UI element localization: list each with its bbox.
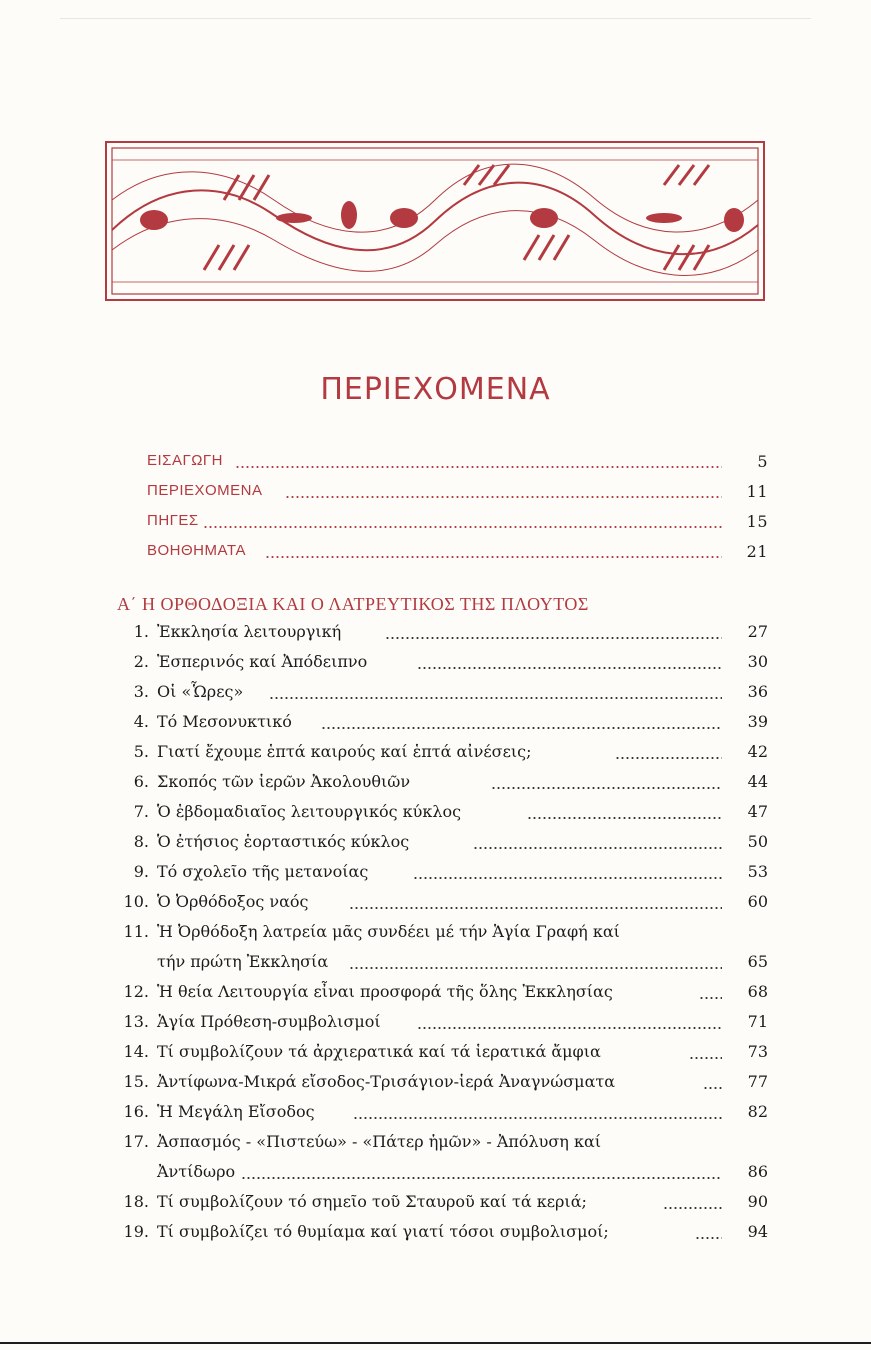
intro-entry-label: ΒΟΗΘΗΜΑΤΑ — [147, 542, 246, 559]
page-number: 60 — [747, 892, 768, 911]
entry-title: Ἐκκλησία λειτουργική — [157, 622, 342, 641]
dot-leader — [417, 1026, 722, 1030]
dot-leader — [689, 1056, 722, 1060]
toc-entry[interactable] — [117, 862, 768, 890]
intro-entry-label: ΠΕΡΙΕΧΟΜΕΝΑ — [147, 482, 263, 499]
entry-title: Τό Μεσονυκτικό — [157, 712, 292, 731]
entry-title: Ὁ ἐτήσιος ἑορταστικός κύκλος — [157, 832, 410, 851]
page-number: 15 — [746, 512, 768, 531]
page-number: 44 — [747, 772, 768, 791]
dot-leader — [695, 1236, 722, 1240]
entry-title: Ἁγία Πρόθεση-συμβολισμοί — [157, 1012, 381, 1031]
entry-number: 7. — [133, 802, 149, 821]
entry-title: Ἑσπερινός καί Ἀπόδειπνο — [157, 652, 368, 671]
entry-title: Ἡ Μεγάλη Εἴσοδος — [157, 1102, 315, 1121]
toc-entry[interactable] — [117, 1042, 768, 1070]
section-heading: Α΄ Η ΟΡΘΟΔΟΞΙΑ ΚΑΙ Ο ΛΑΤΡΕΥΤΙΚΟΣ ΤΗΣ ΠΛΟΥΤΟΣ — [117, 594, 589, 614]
page-number: 65 — [747, 952, 768, 971]
dot-leader — [699, 996, 722, 1000]
page-number: 27 — [747, 622, 768, 641]
entry-number: 8. — [133, 832, 149, 851]
entry-number: 14. — [123, 1042, 149, 1061]
entry-title: Ἡ θεία Λειτουργία εἶναι προσφορά τῆς ὅλης Ἐκκλησίας — [157, 982, 613, 1001]
page-number: 30 — [747, 652, 768, 671]
dot-leader — [417, 666, 722, 670]
toc-entry[interactable] — [117, 1102, 768, 1130]
page-number: 47 — [747, 802, 768, 821]
dot-leader — [269, 696, 722, 700]
entry-title: Ἡ Ὀρθόδοξη λατρεία μᾶς συνδέει μέ τήν Ἁγία Γραφή καί — [157, 922, 620, 941]
entry-title: Ὁ ἑβδομαδιαῖος λειτουργικός κύκλος — [157, 802, 462, 821]
toc-entry[interactable] — [117, 742, 768, 770]
page-number: 77 — [747, 1072, 768, 1091]
toc-entry[interactable] — [117, 982, 768, 1010]
entry-title: Τί συμβολίζει τό θυμίαμα καί γιατί τόσοι συμβολισμοί; — [157, 1222, 609, 1241]
entry-number: 1. — [133, 622, 149, 641]
entry-number: 5. — [133, 742, 149, 761]
page-number: 90 — [747, 1192, 768, 1211]
entry-number: 13. — [123, 1012, 149, 1031]
page-number: 39 — [747, 712, 768, 731]
entry-title: Ἀντίφωνα-Μικρά εἴσοδος-Τρισάγιον-ἱερά Ἀναγνώσματα — [157, 1072, 616, 1091]
toc-entry[interactable] — [117, 622, 768, 650]
toc-entry[interactable] — [117, 1192, 768, 1220]
entry-number: 15. — [123, 1072, 149, 1091]
dot-leader — [663, 1206, 722, 1210]
toc-entry[interactable] — [117, 1222, 768, 1250]
toc-entry[interactable] — [117, 1132, 768, 1190]
page-number: 53 — [747, 862, 768, 881]
toc-entry[interactable] — [117, 832, 768, 860]
page-number: 5 — [757, 452, 768, 471]
entry-title-continued: τήν πρώτη Ἐκκλησία — [157, 952, 329, 971]
dot-leader — [491, 786, 722, 790]
toc-entry[interactable] — [117, 892, 768, 920]
entry-number: 11. — [123, 922, 149, 941]
entry-number: 9. — [133, 862, 149, 881]
toc-entry[interactable] — [117, 1072, 768, 1100]
intro-entry-label: ΠΗΓΕΣ — [147, 512, 199, 529]
dot-leader — [321, 726, 722, 730]
page-number: 94 — [747, 1222, 768, 1241]
entry-number: 3. — [133, 682, 149, 701]
entry-title: Τό σχολεῖο τῆς μετανοίας — [157, 862, 369, 881]
entry-number: 12. — [123, 982, 149, 1001]
dot-leader — [473, 846, 722, 850]
dot-leader — [353, 1116, 722, 1120]
entry-title: Γιατί ἔχουμε ἑπτά καιρούς καί ἑπτά αἰνέσεις; — [157, 742, 532, 761]
page-bottom-edge — [0, 1342, 871, 1344]
entry-number: 19. — [123, 1222, 149, 1241]
page-number: 21 — [746, 542, 768, 561]
entry-number: 2. — [133, 652, 149, 671]
page-number: 11 — [746, 482, 768, 501]
dot-leader — [241, 1176, 722, 1180]
entry-title: Τί συμβολίζουν τό σημεῖο τοῦ Σταυροῦ καί τά κεριά; — [157, 1192, 587, 1211]
toc-entry[interactable] — [117, 682, 768, 710]
dot-leader — [703, 1086, 722, 1090]
page-number: 86 — [747, 1162, 768, 1181]
entry-number: 6. — [133, 772, 149, 791]
entry-number: 16. — [123, 1102, 149, 1121]
entry-title: Σκοπός τῶν ἱερῶν Ἀκολουθιῶν — [157, 772, 411, 791]
dot-leader — [413, 876, 722, 880]
entry-title: Τί συμβολίζουν τά ἀρχιερατικά καί τά ἱερατικά ἄμφια — [157, 1042, 601, 1061]
toc-entry[interactable] — [117, 712, 768, 740]
page-number: 50 — [747, 832, 768, 851]
entry-title: Ἀσπασμός - «Πιστεύω» - «Πάτερ ἡμῶν» - Ἀπόλυση καί — [157, 1132, 602, 1151]
entry-title: Ὁ Ὀρθόδοξος ναός — [157, 892, 309, 911]
dot-leader — [349, 906, 722, 910]
toc-entry[interactable] — [117, 772, 768, 800]
toc-entry[interactable] — [117, 1012, 768, 1040]
page-number: 71 — [747, 1012, 768, 1031]
page-number: 73 — [747, 1042, 768, 1061]
toc-entry[interactable] — [117, 922, 768, 980]
page-number: 68 — [747, 982, 768, 1001]
entry-number: 10. — [123, 892, 149, 911]
page-number: 36 — [747, 682, 768, 701]
intro-entry-label: ΕΙΣΑΓΩΓΗ — [147, 452, 224, 469]
chapter-list — [117, 0, 768, 1350]
page-number: 42 — [747, 742, 768, 761]
page-title: ΠΕΡΙΕΧΟΜΕΝΑ — [320, 372, 551, 407]
dot-leader — [527, 816, 722, 820]
entry-number: 17. — [123, 1132, 149, 1151]
entry-number: 18. — [123, 1192, 149, 1211]
dot-leader — [385, 636, 722, 640]
toc-entry[interactable] — [117, 652, 768, 680]
toc-entry[interactable] — [117, 802, 768, 830]
page-number: 82 — [747, 1102, 768, 1121]
dot-leader — [615, 756, 722, 760]
entry-title: Οἱ «Ὧρες» — [157, 682, 244, 701]
entry-title-continued: Ἀντίδωρο — [157, 1162, 236, 1181]
entry-number: 4. — [133, 712, 149, 731]
dot-leader — [349, 966, 722, 970]
